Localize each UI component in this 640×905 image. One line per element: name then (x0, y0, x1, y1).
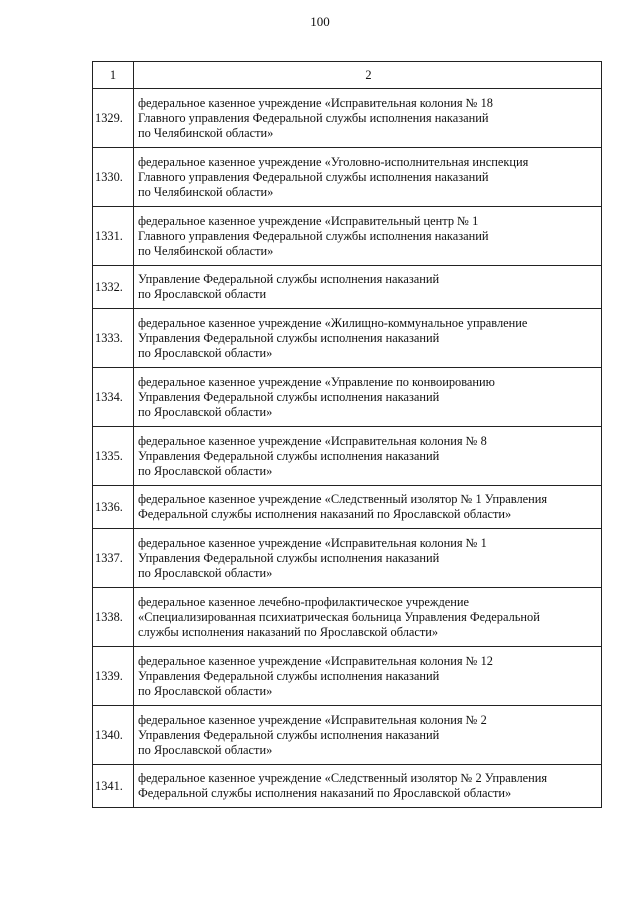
table-row (93, 207, 602, 266)
table-row (93, 486, 602, 529)
description-line: по Ярославской области» (138, 742, 273, 757)
row-number: 1336. (93, 486, 134, 529)
row-description (134, 427, 602, 486)
row-description (134, 266, 602, 309)
row-number: 1331. (93, 207, 134, 266)
description-line: федеральное казенное лечебно-профилактическое учреждение (138, 594, 470, 609)
table-row (93, 706, 602, 765)
row-description (134, 765, 602, 808)
column-header-1: 1 (93, 62, 134, 89)
row-description (134, 647, 602, 706)
row-description (134, 368, 602, 427)
description-line: федеральное казенное учреждение «Исправительный центр № 1 (138, 213, 479, 228)
description-line: федеральное казенное учреждение «Уголовно-исполнительная инспекция (138, 154, 529, 169)
description-line: «Специализированная психиатрическая больница Управления Федеральной (138, 609, 540, 624)
description-line: Федеральной службы исполнения наказаний по Ярославской области» (138, 507, 512, 521)
row-number: 1337. (93, 529, 134, 588)
page-number: 100 (310, 14, 330, 29)
table-row (93, 368, 602, 427)
description-line: федеральное казенное учреждение «Исправительная колония № 2 (138, 712, 487, 727)
description-line: Управления Федеральной службы исполнения наказаний (138, 668, 440, 683)
table-row (93, 148, 602, 207)
description-line: Главного управления Федеральной службы исполнения наказаний (138, 228, 489, 243)
table-row (93, 266, 602, 309)
row-description (134, 529, 602, 588)
row-description (134, 588, 602, 647)
row-number: 1341. (93, 765, 134, 808)
table-row (93, 529, 602, 588)
row-number: 1340. (93, 706, 134, 765)
table-row (93, 89, 602, 148)
description-line: службы исполнения наказаний по Ярославской области» (138, 624, 439, 639)
description-line: по Челябинской области» (138, 243, 274, 258)
description-line: федеральное казенное учреждение «Следственный изолятор № 2 Управления (138, 771, 548, 785)
description-line: по Ярославской области (138, 287, 267, 301)
row-description (134, 486, 602, 529)
description-line: Управления Федеральной службы исполнения наказаний (138, 550, 440, 565)
row-number: 1330. (93, 148, 134, 207)
description-line: Федеральной службы исполнения наказаний по Ярославской области» (138, 786, 512, 800)
row-description (134, 207, 602, 266)
description-line: по Ярославской области» (138, 463, 273, 478)
description-line: по Ярославской области» (138, 683, 273, 698)
row-description (134, 89, 602, 148)
table-header-row (93, 62, 602, 89)
description-line: федеральное казенное учреждение «Жилищно-коммунальное управление (138, 315, 528, 330)
description-line: Управления Федеральной службы исполнения наказаний (138, 389, 440, 404)
row-number: 1329. (93, 89, 134, 148)
description-line: по Ярославской области» (138, 565, 273, 580)
table-row (93, 427, 602, 486)
description-line: Управления Федеральной службы исполнения наказаний (138, 330, 440, 345)
description-line: Главного управления Федеральной службы исполнения наказаний (138, 110, 489, 125)
row-description (134, 148, 602, 207)
description-line: федеральное казенное учреждение «Исправительная колония № 18 (138, 95, 493, 110)
table-row (93, 588, 602, 647)
description-line: Управление Федеральной службы исполнения наказаний (138, 272, 440, 286)
description-line: по Челябинской области» (138, 184, 274, 199)
row-number: 1333. (93, 309, 134, 368)
row-number: 1334. (93, 368, 134, 427)
description-line: Управления Федеральной службы исполнения наказаний (138, 448, 440, 463)
description-line: федеральное казенное учреждение «Исправительная колония № 8 (138, 433, 487, 448)
description-line: Управления Федеральной службы исполнения наказаний (138, 727, 440, 742)
description-line: по Челябинской области» (138, 125, 274, 140)
column-header-2: 2 (134, 62, 602, 89)
table-row (93, 647, 602, 706)
row-number: 1335. (93, 427, 134, 486)
description-line: по Ярославской области» (138, 345, 273, 360)
description-line: Главного управления Федеральной службы исполнения наказаний (138, 169, 489, 184)
description-line: федеральное казенное учреждение «Исправительная колония № 12 (138, 653, 493, 668)
description-line: федеральное казенное учреждение «Исправительная колония № 1 (138, 535, 487, 550)
registry-table (92, 61, 602, 808)
registry-table-body (93, 62, 602, 808)
description-line: федеральное казенное учреждение «Следственный изолятор № 1 Управления (138, 492, 548, 506)
row-description (134, 706, 602, 765)
table-row (93, 309, 602, 368)
description-line: федеральное казенное учреждение «Управление по конвоированию (138, 374, 495, 389)
description-line: по Ярославской области» (138, 404, 273, 419)
table-row (93, 765, 602, 808)
row-number: 1338. (93, 588, 134, 647)
row-number: 1339. (93, 647, 134, 706)
row-number: 1332. (93, 266, 134, 309)
row-description (134, 309, 602, 368)
